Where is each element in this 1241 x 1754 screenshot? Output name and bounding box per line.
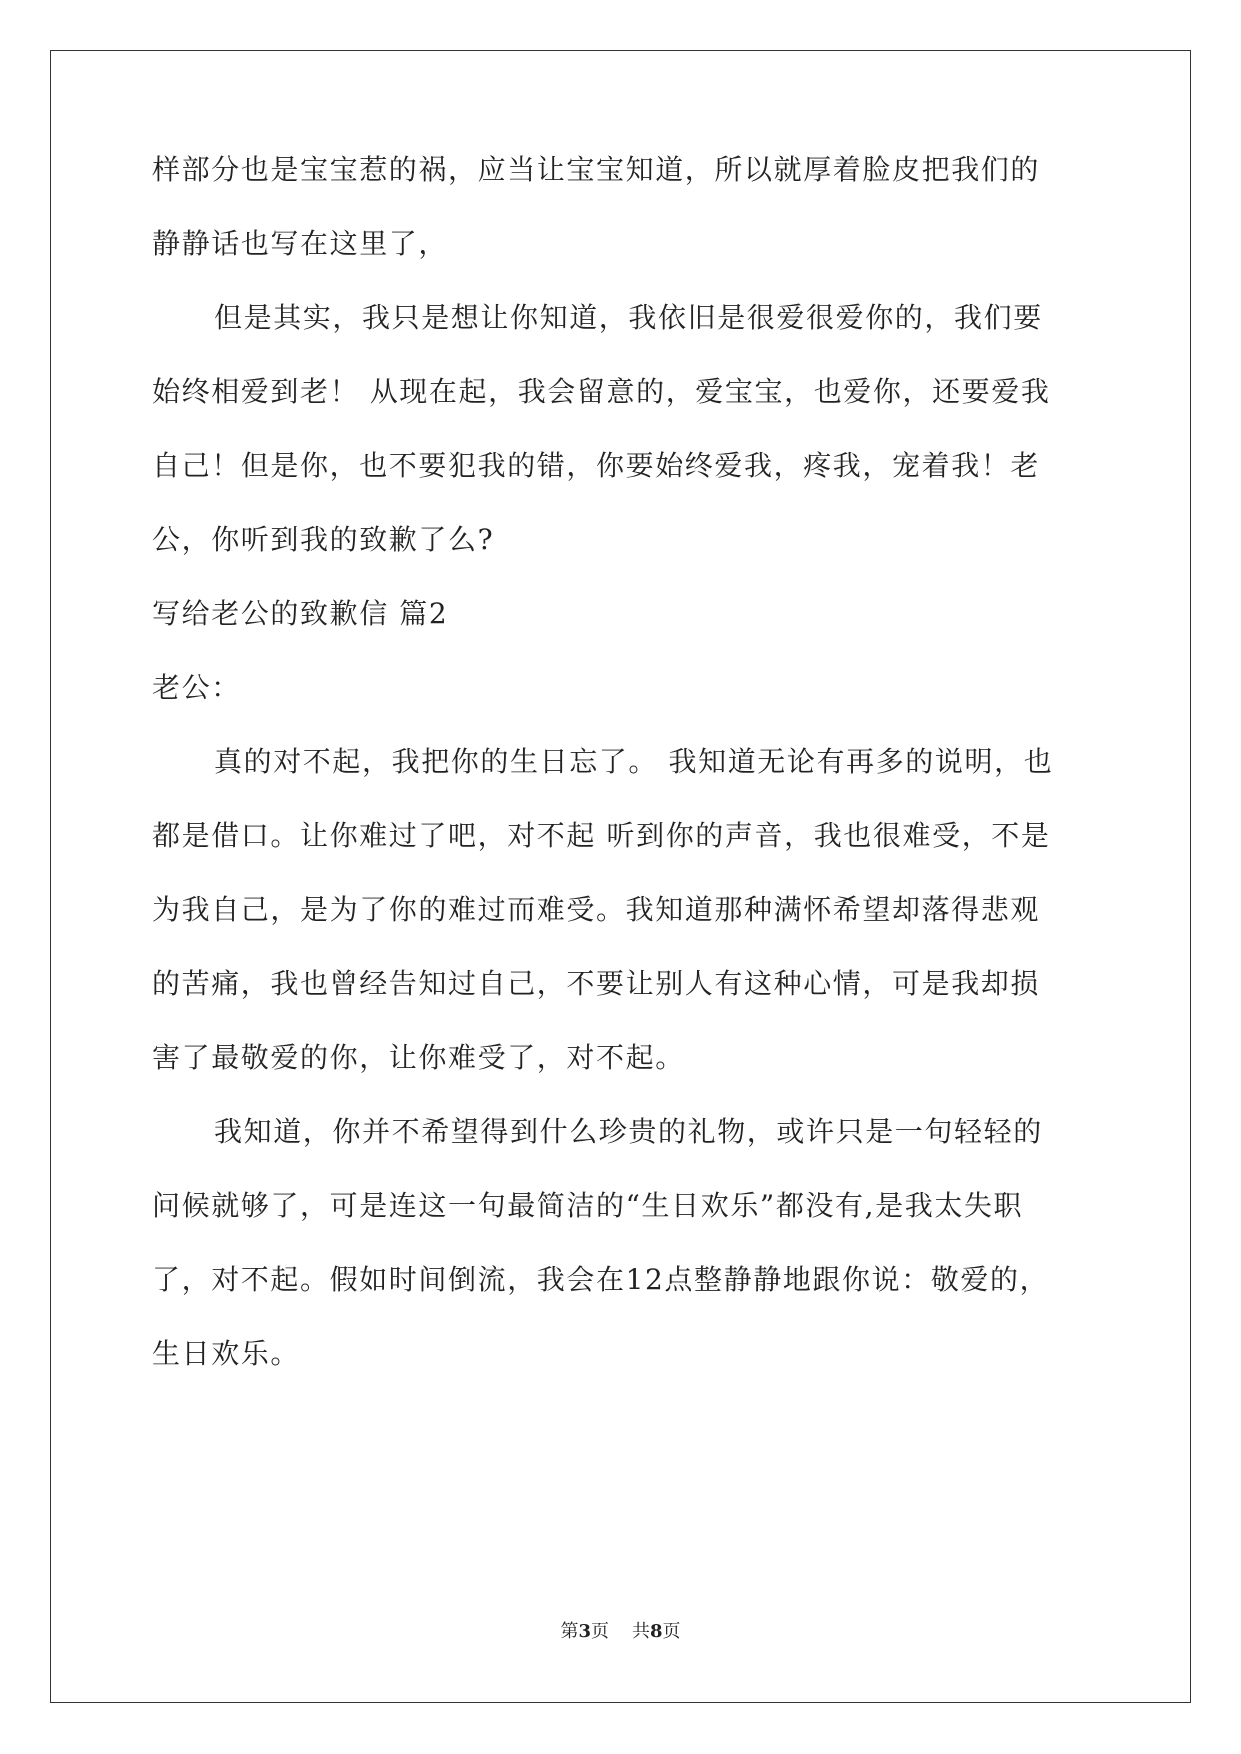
- paragraph-first-line: 真的对不起，我把你的生日忘了。 我知道无论有再多的说明，也: [214, 745, 1054, 778]
- total-page-count: 8: [649, 1621, 663, 1642]
- text-line: 生日欢乐。: [152, 1337, 301, 1370]
- footer-total-unit: 页: [662, 1621, 681, 1642]
- text-line: 问候就够了，可是连这一句最简洁的“生日欢乐”都没有,是我太失职: [152, 1189, 1024, 1222]
- paragraph-first-line: 我知道，你并不希望得到什么珍贵的礼物，或许只是一句轻轻的: [214, 1115, 1043, 1148]
- footer-total-prefix: 共: [631, 1621, 650, 1642]
- text-line: 害了最敬爱的你，让你难受了，对不起。: [152, 1041, 685, 1074]
- salutation: 老公：: [152, 671, 241, 704]
- text-line: 自己！但是你，也不要犯我的错，你要始终爱我，疼我，宠着我！老: [152, 449, 1041, 482]
- paragraph-first-line: 但是其实，我只是想让你知道，我依旧是很爱很爱你的，我们要: [214, 301, 1043, 334]
- text-line: 为我自己，是为了你的难过而难受。我知道那种满怀希望却落得悲观: [152, 893, 1041, 926]
- text-line: 都是借口。让你难过了吧，对不起 听到你的声音，我也很难受，不是: [152, 819, 1051, 852]
- text-line: 始终相爱到老！ 从现在起，我会留意的，爱宝宝，也爱你，还要爱我: [152, 375, 1051, 408]
- text-line: 样部分也是宝宝惹的祸，应当让宝宝知道，所以就厚着脸皮把我们的: [152, 153, 1041, 186]
- text-line: 公，你听到我的致歉了么?: [152, 523, 495, 556]
- current-page-number: 3: [578, 1621, 592, 1642]
- footer-prefix: 第: [560, 1621, 579, 1642]
- text-line: 的苦痛，我也曾经告知过自己，不要让别人有这种心情，可是我却损: [152, 967, 1041, 1000]
- page-footer: [0, 1620, 1241, 1644]
- page-border: [50, 50, 1191, 1703]
- text-line: 静静话也写在这里了，: [152, 227, 449, 260]
- footer-page-unit: 页: [591, 1621, 610, 1642]
- text-line: 了，对不起。假如时间倒流，我会在12点整静静地跟你说：敬爱的，: [152, 1263, 1050, 1296]
- section-heading: 写给老公的致歉信 篇2: [152, 597, 449, 630]
